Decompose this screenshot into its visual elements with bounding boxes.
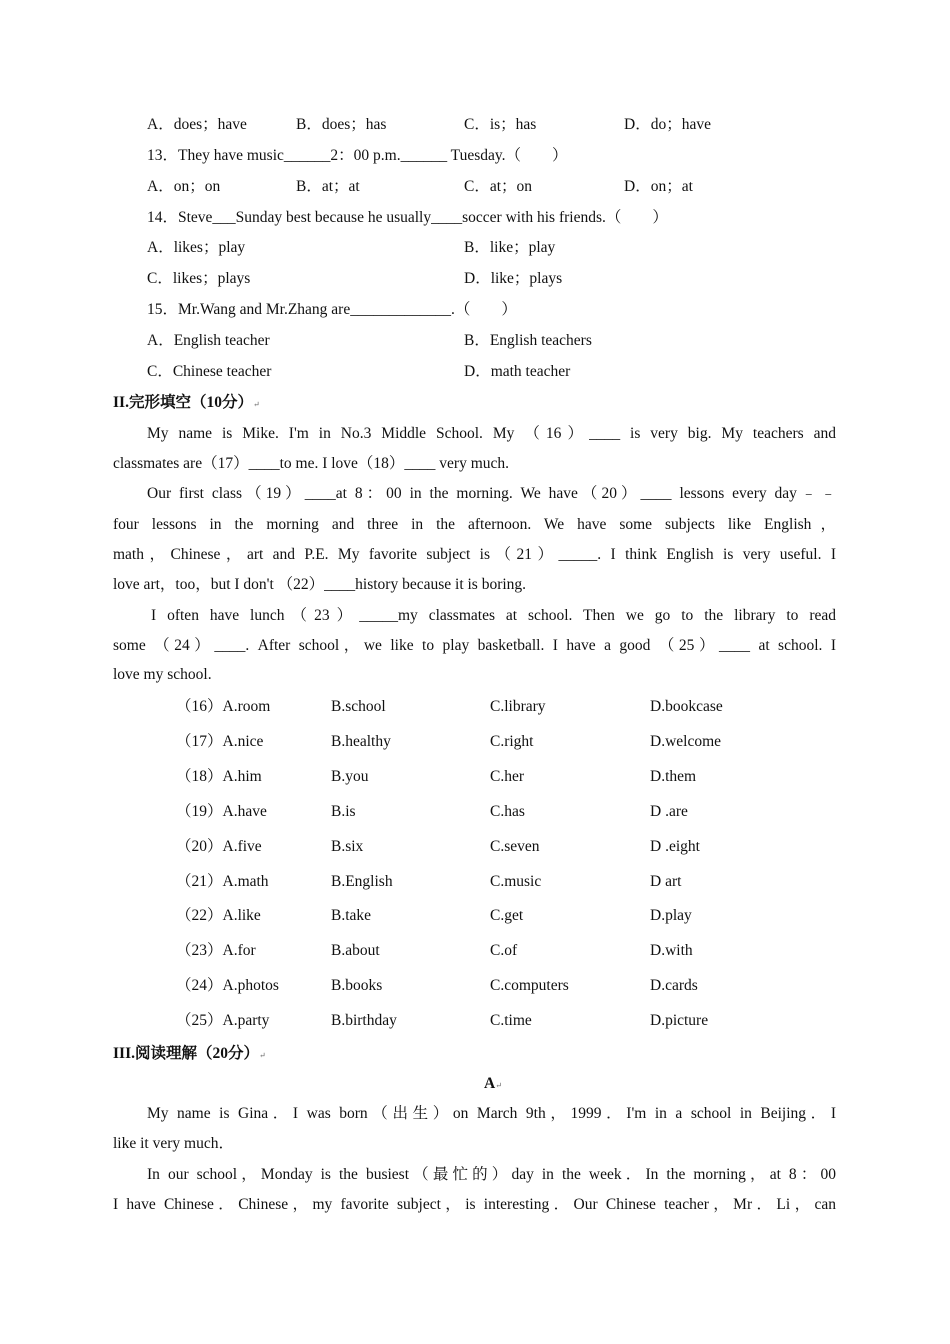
question-13: 13．They have music______2：00 p.m.______ Tuesday.（ ） [147,147,568,164]
cloze-q22-option-d: D.play [650,907,692,925]
reading-para2-line1: In our school，Monday is the busiest（最忙的）day in the week．In the morning，at 8：00 [147,1166,836,1183]
q12-option-a: A．does；have [147,116,247,133]
cloze-q19-option-a: （19）A.have [176,802,267,820]
cloze-heading-text: II.完形填空（10分） [113,394,253,411]
paragraph-mark-icon: ↵ [252,400,260,409]
q14-option-b: B．like；play [464,239,556,256]
q15-option-d: D．math teacher [464,363,571,380]
cloze-para2-line2: four lessons in the morning and three in the afternoon. We have some subjects like English， [113,516,836,533]
cloze-q16-option-b: B.school [331,698,386,715]
cloze-q17-option-a: （17）A.nice [176,732,264,750]
q13-option-c: C．at；on [464,178,533,195]
cloze-q22-option-a: （22）A.like [176,907,261,925]
cloze-q20-option-b: B.six [331,837,364,855]
cloze-q25-option-b: B.birthday [331,1012,397,1030]
reading-part-text: A [484,1075,496,1092]
cloze-q24-option-c: C.computers [490,977,569,995]
q15-option-a: A．English teacher [147,332,270,349]
paragraph-mark-icon: ↵ [258,1051,266,1060]
cloze-q17-option-c: C.right [490,732,534,750]
cloze-para3-line3: love my school. [113,666,212,683]
q13-option-b: B．at；at [296,178,360,195]
cloze-q16-option-d: D.bookcase [650,698,723,715]
cloze-q24-option-b: B.books [331,977,383,995]
q12-option-c: C．is；has [464,116,537,133]
cloze-q17-option-b: B.healthy [331,732,391,750]
cloze-q21-option-d: D art [650,872,682,890]
q14-option-d: D．like；plays [464,270,563,287]
cloze-q18-option-d: D.them [650,767,697,785]
cloze-q19-option-c: C.has [490,802,525,820]
cloze-q22-option-c: C.get [490,907,524,925]
cloze-heading [113,393,260,415]
paragraph-mark-icon: ↵ [495,1081,502,1090]
cloze-q24-option-a: （24）A.photos [176,977,279,995]
cloze-q25-option-c: C.time [490,1012,532,1030]
cloze-q16-option-c: C.library [490,698,546,715]
q13-option-d: D．on；at [624,178,693,195]
cloze-q23-option-b: B.about [331,942,380,960]
cloze-para2-line4: love art，too，but I don't （22）____history because it is boring. [113,576,527,593]
cloze-q21-option-a: （21）A.math [176,872,269,890]
cloze-para1-line2: classmates are（17）____to me. I love（18）____ very much. [113,455,510,472]
question-15: 15．Mr.Wang and Mr.Zhang are_____________.（ ） [147,301,517,318]
cloze-para3-line2: some （24）____. After school，we like to play basketball. I have a good （25）____ at school. I [113,637,836,654]
cloze-q16-option-a: （16）A.room [176,698,271,715]
cloze-q23-option-d: D.with [650,942,693,960]
cloze-q19-option-d: D .are [650,802,688,820]
cloze-para2-line3: math，Chinese，art and P.E. My favorite subject is（21）_____. I think English is very useful. I [113,546,836,563]
q13-option-a: A．on；on [147,178,221,195]
q14-option-c: C．likes；plays [147,270,251,287]
cloze-q23-option-c: C.of [490,942,518,960]
cloze-q21-option-c: C.music [490,872,542,890]
cloze-q18-option-a: （18）A.him [176,767,262,785]
reading-heading [113,1044,266,1066]
cloze-q20-option-a: （20）A.five [176,837,262,855]
reading-heading-text: III.阅读理解（20分） [113,1045,259,1062]
cloze-para3-line1: I often have lunch（23）_____my classmates at school. Then we go to the library to read [151,607,836,624]
reading-part-label [484,1074,502,1096]
cloze-q20-option-c: C.seven [490,837,540,855]
cloze-q25-option-d: D.picture [650,1012,709,1030]
q14-option-a: A．likes；play [147,239,246,256]
reading-para2-line2: I have Chinese．Chinese，my favorite subject，is interesting．Our Chinese teacher，Mr．Li，can [113,1196,836,1213]
cloze-q17-option-d: D.welcome [650,732,722,750]
cloze-para2-line1: Our first class（19）____at 8：00 in the morning. We have（20）____ lessons every day﹣﹣ [147,485,836,502]
cloze-q21-option-b: B.English [331,872,393,890]
question-14: 14．Steve___Sunday best because he usually____soccer with his friends.（ ） [147,209,668,226]
q15-option-b: B．English teachers [464,332,592,349]
cloze-q23-option-a: （23）A.for [176,942,256,960]
q15-option-c: C．Chinese teacher [147,363,272,380]
cloze-q22-option-b: B.take [331,907,372,925]
cloze-q18-option-b: B.you [331,767,369,785]
q12-option-b: B．does；has [296,116,387,133]
cloze-q18-option-c: C.her [490,767,525,785]
cloze-q24-option-d: D.cards [650,977,698,995]
reading-para1-line2: like it very much． [113,1135,234,1152]
cloze-q20-option-d: D .eight [650,837,700,855]
cloze-q19-option-b: B.is [331,802,356,820]
reading-para1-line1: My name is Gina．I was born（出生）on March 9th，1999．I'm in a school in Beijing．I [147,1105,836,1122]
q12-option-d: D．do；have [624,116,711,133]
cloze-q25-option-a: （25）A.party [176,1012,270,1030]
cloze-para1-line1: My name is Mike. I'm in No.3 Middle School. My （16）____ is very big. My teachers and [147,425,836,442]
